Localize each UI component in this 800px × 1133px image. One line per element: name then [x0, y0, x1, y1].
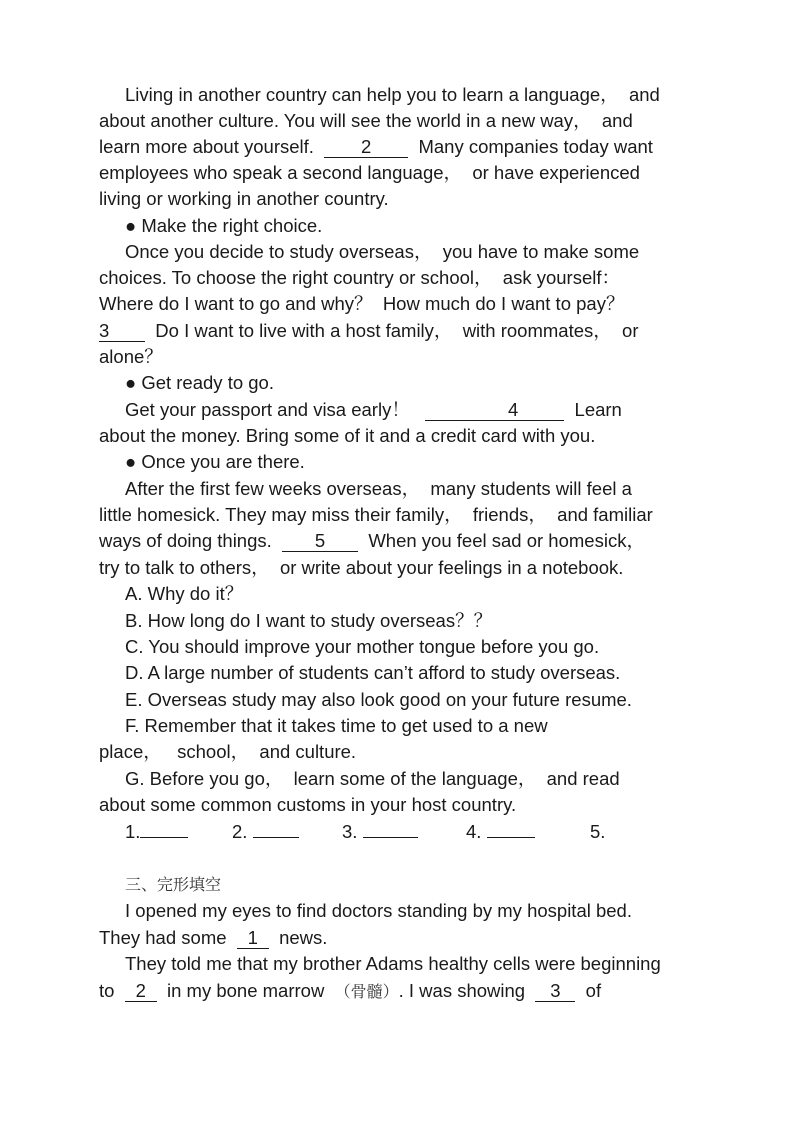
text-fragment: Get your passport and visa early！: [125, 399, 426, 420]
text-fragment: Learn: [564, 399, 622, 420]
text-line: little homesick. They may miss their family， friends， and familiar: [99, 504, 653, 525]
text-line: about another culture. You will see the world in a new way， and: [99, 110, 633, 131]
section-heading: ● Once you are there.: [125, 451, 305, 472]
text-line: [99, 134, 653, 160]
option-c: C. You should improve your mother tongue before you go.: [125, 636, 600, 657]
text-line: [99, 925, 327, 951]
text-line: [99, 318, 639, 344]
section-title-cloze: 三、完形填空: [125, 875, 222, 894]
text-line: I opened my eyes to find doctors standing by my hospital bed.: [125, 900, 632, 921]
answer-slot-4: [466, 819, 535, 845]
answer-line: [487, 837, 535, 838]
text-fragment: . I was showing: [398, 980, 536, 1001]
answer-label: 5.: [590, 821, 606, 842]
answer-slot-1: [125, 819, 188, 845]
text-fragment: news.: [268, 927, 328, 948]
text-line: Where do I want to go and why？ How much do I want to pay？: [99, 293, 625, 314]
text-fragment: They had some: [99, 927, 237, 948]
blank-number: 4: [507, 399, 519, 420]
section-heading: ● Get ready to go.: [125, 372, 274, 393]
answer-slot-3: [342, 819, 418, 845]
text-line: [125, 397, 622, 423]
text-fragment: of: [575, 980, 602, 1001]
text-line: about the money. Bring some of it and a credit card with you.: [99, 425, 596, 446]
text-line: employees who speak a second language， or have experienced: [99, 162, 640, 183]
option-e: E. Overseas study may also look good on your future resume.: [125, 689, 632, 710]
answer-label: 3.: [342, 821, 358, 842]
text-fragment: in my bone marrow: [156, 980, 335, 1001]
answer-slot-2: [232, 819, 299, 845]
answer-blank-5: 5: [282, 531, 358, 552]
text-fragment: learn more about yourself.: [99, 136, 325, 157]
text-fragment: When you feel sad or homesick，: [358, 530, 645, 551]
text-line: Once you decide to study overseas， you have to make some: [125, 241, 640, 262]
answer-blank-3: 3: [99, 321, 145, 342]
text-fragment: to: [99, 980, 125, 1001]
text-fragment: ways of doing things.: [99, 530, 283, 551]
section-heading: ● Make the right choice.: [125, 215, 323, 236]
text-line: [99, 528, 645, 554]
text-fragment: Do I want to live with a host family， with roommates， or: [145, 320, 639, 341]
text-fragment-cjk: （骨髓）: [334, 982, 399, 1001]
text-line: try to talk to others， or write about your feelings in a notebook.: [99, 557, 624, 578]
option-g-continued: about some common customs in your host country.: [99, 794, 517, 815]
answer-line: [363, 837, 418, 838]
text-line: [99, 978, 601, 1004]
answer-blank-4: [425, 400, 564, 421]
text-line: After the first few weeks overseas， many students will feel a: [125, 478, 632, 499]
answer-slot-5: [590, 819, 605, 845]
answer-label: 2.: [232, 821, 248, 842]
text-line: Living in another country can help you to learn a language， and: [125, 84, 660, 105]
text-line: living or working in another country.: [99, 188, 389, 209]
option-g: G. Before you go， learn some of the language， and read: [125, 768, 620, 789]
answer-blank-2: 2: [324, 137, 408, 158]
text-fragment: Many companies today want: [408, 136, 653, 157]
option-d: D. A large number of students can’t afford to study overseas.: [125, 662, 621, 683]
cloze-blank-1: 1: [237, 928, 269, 949]
answer-line: [140, 837, 188, 838]
text-line: alone？: [99, 346, 163, 367]
answer-label: 4.: [466, 821, 482, 842]
answer-label: 1.: [125, 821, 141, 842]
cloze-blank-3: 3: [535, 981, 575, 1002]
option-a: A. Why do it？: [125, 583, 244, 604]
text-line: They told me that my brother Adams healthy cells were beginning: [125, 953, 661, 974]
cloze-blank-2: 2: [125, 981, 157, 1002]
text-line: choices. To choose the right country or school， ask yourself：: [99, 267, 620, 288]
option-f-continued: place， school， and culture.: [99, 741, 357, 762]
option-b: B. How long do I want to study overseas？？: [125, 610, 493, 631]
answer-line: [253, 837, 299, 838]
option-f: F. Remember that it takes time to get used to a new: [125, 715, 548, 736]
